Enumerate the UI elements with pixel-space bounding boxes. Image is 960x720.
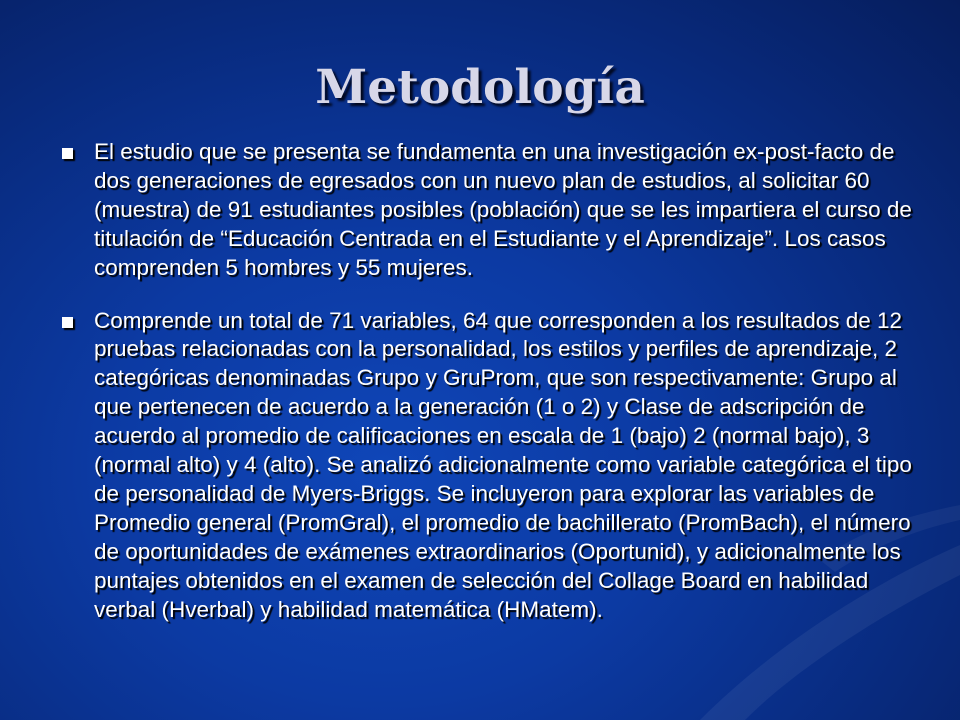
square-bullet-icon	[62, 317, 73, 328]
bullet-item	[62, 307, 912, 625]
bullet-item	[62, 138, 912, 283]
square-bullet-icon	[62, 148, 73, 159]
slide-title: Metodología	[315, 60, 645, 115]
bullet-text: Comprende un total de 71 variables, 64 que corresponden a los resultados de 12 pruebas relacionadas con la personalidad, los estilos y perfiles de aprendizaje, 2 categóricas denominadas Grupo y GruProm, que son respectivamente: Grupo al que pertenecen de acuerdo a la generación (1 o 2) y Clase de adscripción de acuerdo al promedio de calificaciones en escala de 1 (bajo) 2 (normal bajo), 3 (normal alto) y 4 (alto). Se analizó adicionalmente como variable categórica el tipo de personalidad de Myers-Briggs. Se incluyeron para explorar las variables de Promedio general (PromGral), el promedio de bachillerato (PromBach), el número de oportunidades de exámenes extraordinarios (Oportunid), y adicionalmente los puntajes obtenidos en el examen de selección del Collage Board en habilidad verbal (Hverbal) y habilidad matemática (HMatem).	[94, 307, 912, 622]
bullet-list	[62, 138, 912, 649]
bullet-text: El estudio que se presenta se fundamenta en una investigación ex-post-facto de dos generaciones de egresados con un nuevo plan de estudios, al solicitar 60 (muestra) de 91 estudiantes posibles (población) que se les impartiera el curso de titulación de “Educación Centrada en el Estudiante y el Aprendizaje”. Los casos comprenden 5 hombres y 55 mujeres.	[94, 139, 912, 280]
